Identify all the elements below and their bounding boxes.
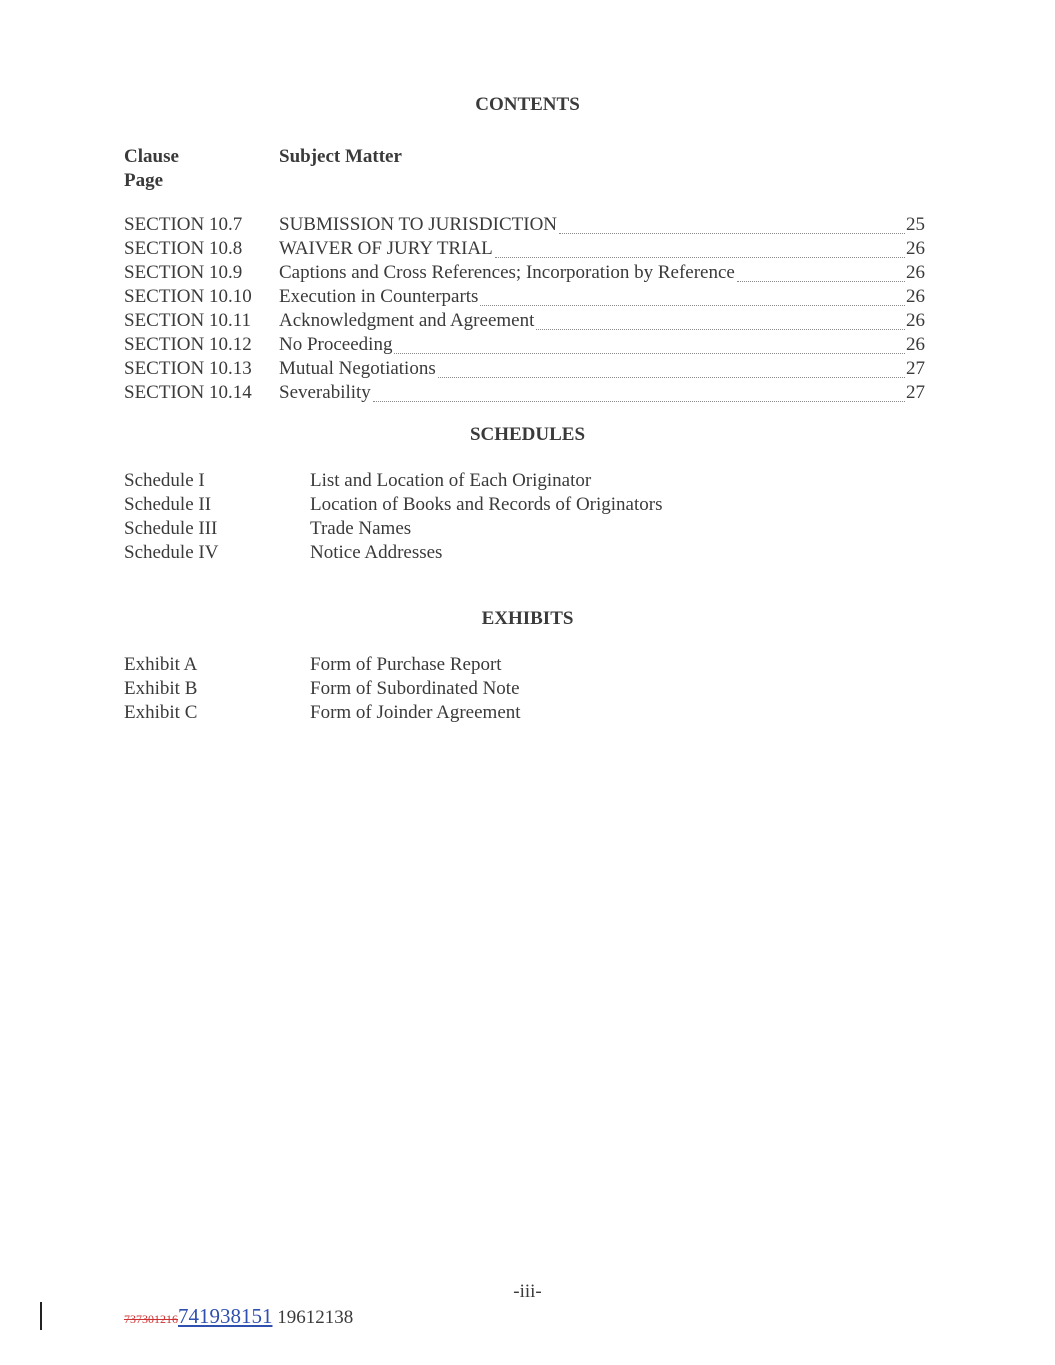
page-column-header: Page: [124, 170, 164, 191]
exhibit-id: Exhibit B: [124, 678, 198, 699]
toc-section-number: SECTION 10.10: [124, 286, 252, 307]
toc-page-number: 26: [906, 310, 925, 331]
toc-section-number: SECTION 10.12: [124, 334, 252, 355]
toc-dot-leader: [536, 329, 905, 330]
toc-section-title: Severability: [279, 382, 371, 403]
toc-page-number: 27: [906, 382, 925, 403]
toc-section-title: No Proceeding: [279, 334, 393, 355]
schedule-id: Schedule IV: [124, 542, 219, 563]
exhibit-description: Form of Joinder Agreement: [310, 702, 521, 723]
exhibit-id: Exhibit A: [124, 654, 198, 675]
toc-section-number: SECTION 10.11: [124, 310, 252, 331]
exhibit-description: Form of Subordinated Note: [310, 678, 520, 699]
toc-section-number: SECTION 10.9: [124, 262, 243, 283]
toc-row[interactable]: [124, 213, 925, 237]
toc-dot-leader: [495, 257, 905, 258]
deleted-doc-id: 737301216: [124, 1312, 178, 1326]
exhibit-description: Form of Purchase Report: [310, 654, 502, 675]
toc-page-number: 26: [906, 238, 925, 259]
schedule-description: Location of Books and Records of Originators: [310, 494, 663, 515]
toc-row[interactable]: [124, 309, 925, 333]
toc-page-number: 27: [906, 358, 925, 379]
contents-heading: CONTENTS: [475, 94, 580, 115]
subject-matter-column-header: Subject Matter: [279, 146, 402, 167]
toc-page-number: 26: [906, 262, 925, 283]
toc-section-number: SECTION 10.7: [124, 214, 243, 235]
doc-id-suffix: 19612138: [277, 1307, 354, 1328]
toc-section-title: Execution in Counterparts: [279, 286, 479, 307]
exhibits-heading: EXHIBITS: [481, 608, 574, 629]
toc-section-title: Captions and Cross References; Incorporation by Reference: [279, 262, 735, 283]
toc-page-number: 26: [906, 334, 925, 355]
page-number: -iii-: [513, 1281, 542, 1302]
revision-bar: [40, 1302, 42, 1330]
toc-dot-leader: [737, 281, 905, 282]
toc-dot-leader: [559, 233, 905, 234]
schedule-description: List and Location of Each Originator: [310, 470, 592, 491]
toc-row[interactable]: [124, 237, 925, 261]
schedule-id: Schedule II: [124, 494, 212, 515]
toc-section-number: SECTION 10.13: [124, 358, 252, 379]
toc-section-title: WAIVER OF JURY TRIAL: [279, 238, 493, 259]
toc-dot-leader: [438, 377, 905, 378]
toc-row[interactable]: [124, 285, 925, 309]
document-id: [124, 1304, 353, 1329]
toc-section-number: SECTION 10.8: [124, 238, 243, 259]
toc-section-title: SUBMISSION TO JURISDICTION: [279, 214, 558, 235]
toc-dot-leader: [373, 401, 905, 402]
exhibit-id: Exhibit C: [124, 702, 198, 723]
schedule-description: Trade Names: [310, 518, 412, 539]
toc-row[interactable]: [124, 381, 925, 405]
toc-dot-leader: [394, 353, 905, 354]
clause-column-header: Clause: [124, 146, 179, 167]
toc-section-title: Mutual Negotiations: [279, 358, 436, 379]
toc-row[interactable]: [124, 357, 925, 381]
toc-row[interactable]: [124, 333, 925, 357]
toc-section-number: SECTION 10.14: [124, 382, 252, 403]
schedule-id: Schedule I: [124, 470, 205, 491]
schedule-description: Notice Addresses: [310, 542, 443, 563]
toc-row[interactable]: [124, 261, 925, 285]
inserted-doc-id[interactable]: 741938151: [178, 1304, 273, 1328]
toc-dot-leader: [480, 305, 905, 306]
schedule-id: Schedule III: [124, 518, 218, 539]
toc-section-title: Acknowledgment and Agreement: [279, 310, 535, 331]
schedules-heading: SCHEDULES: [469, 424, 586, 445]
toc-page-number: 26: [906, 286, 925, 307]
toc-page-number: 25: [906, 214, 925, 235]
